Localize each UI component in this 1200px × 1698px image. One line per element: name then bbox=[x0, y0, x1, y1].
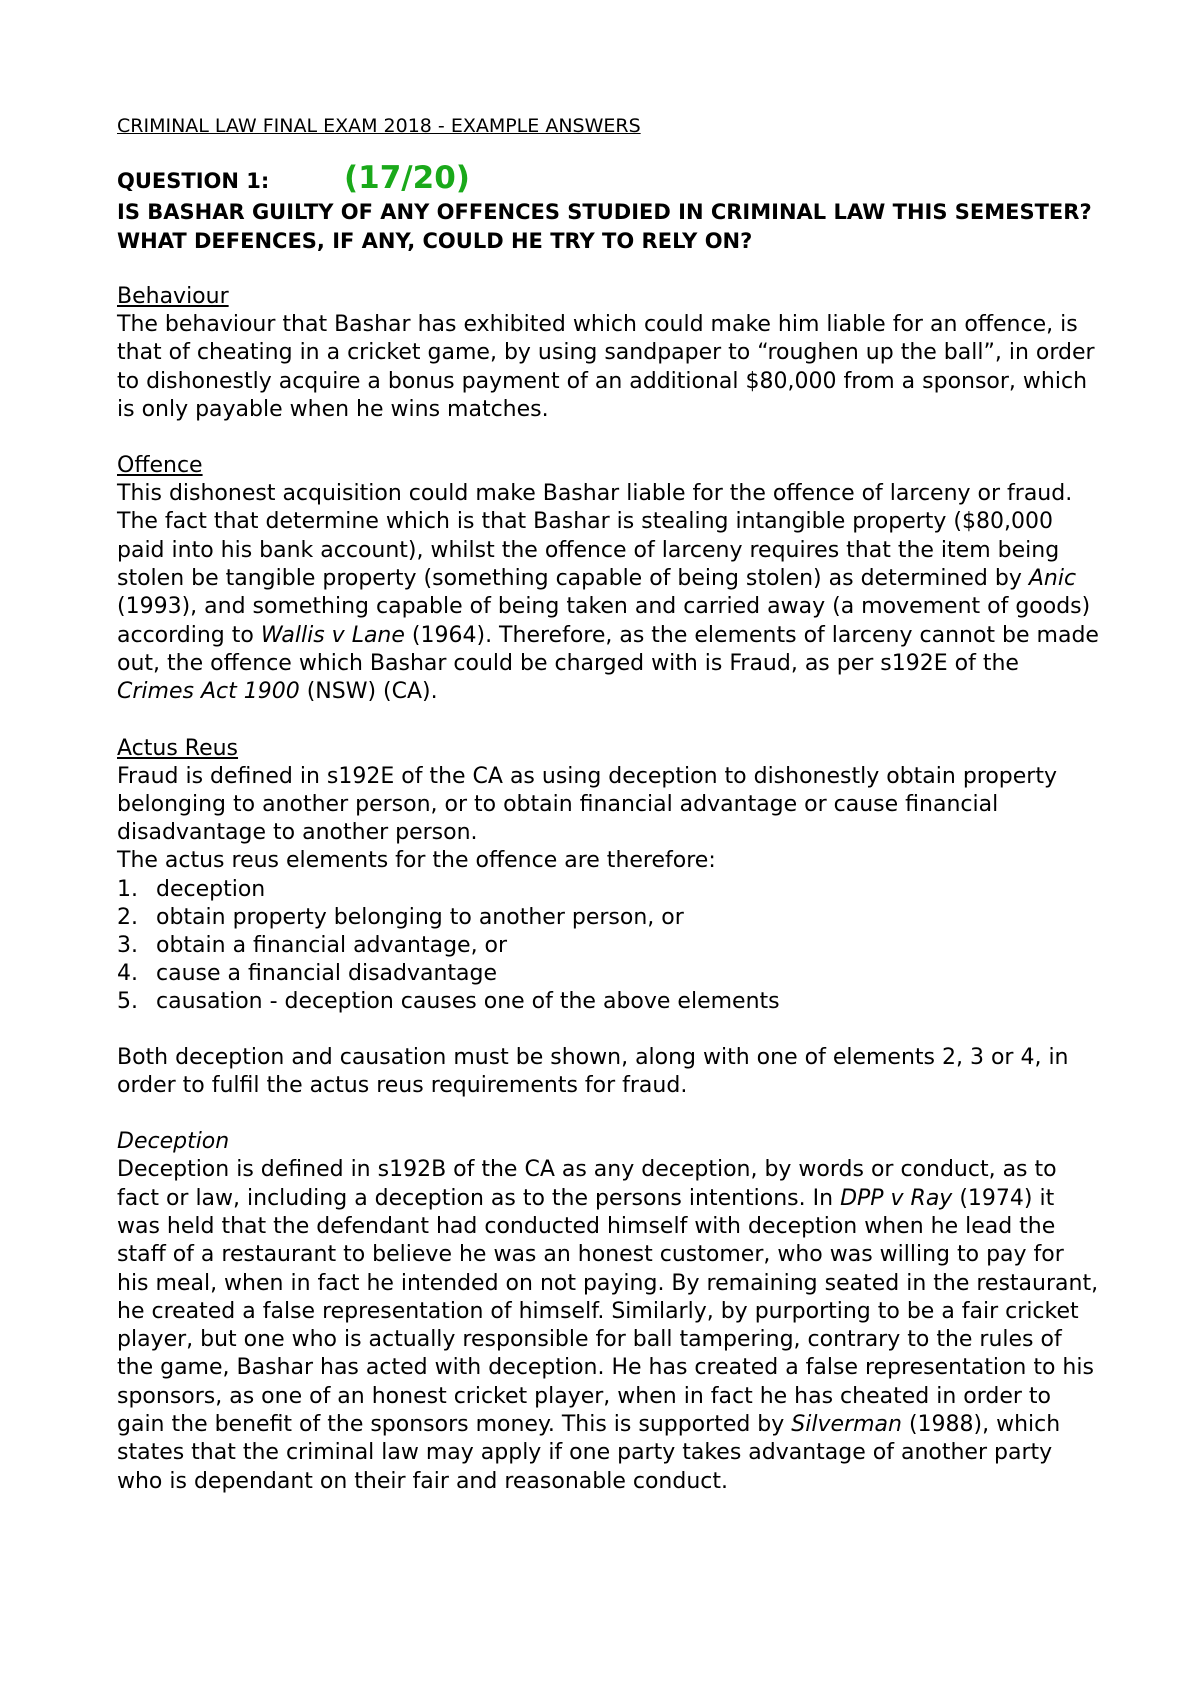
case-silverman: Silverman bbox=[791, 1412, 902, 1438]
actus-reus-definition: Fraud is defined in s192E of the CA as using deception to dishonestly obtain property belonging to another person, or to obtain financial advantage or cause financial disadvantage to another person. bbox=[117, 763, 1057, 846]
question-score: (17/20) bbox=[344, 160, 470, 196]
case-wallis-v-lane: Wallis v Lane bbox=[260, 622, 405, 648]
list-item-number: 4. bbox=[117, 960, 138, 986]
behaviour-heading: Behaviour bbox=[117, 284, 229, 309]
list-item bbox=[117, 932, 1102, 960]
case-anic: Anic bbox=[1028, 566, 1077, 592]
list-item-text: cause a financial disadvantage bbox=[156, 960, 498, 986]
actus-reus-conclusion: Both deception and causation must be shown, along with one of elements 2, 3 or 4, in order to fulfil the actus reus requirements for fraud. bbox=[117, 1044, 1069, 1099]
document-title: CRIMINAL LAW FINAL EXAM 2018 - EXAMPLE ANSWERS bbox=[117, 115, 641, 137]
offence-text-2: (1993), and something capable of being taken and carried away (a movement of goods) according to bbox=[117, 594, 1091, 648]
list-item-number: 2. bbox=[117, 904, 138, 930]
list-item-number: 1. bbox=[117, 876, 138, 902]
list-item-text: obtain a financial advantage, or bbox=[156, 932, 508, 958]
actus-reus-heading: Actus Reus bbox=[117, 735, 239, 761]
list-item-text: deception bbox=[156, 876, 266, 902]
list-item bbox=[117, 904, 1102, 932]
deception-text-3: (1988), which states that the criminal law may apply if one party takes advantage of another party who is dependant on their fair and reasonable conduct. bbox=[117, 1412, 1061, 1494]
offence-text-1: This dishonest acquisition could make Bashar liable for the offence of larceny or fraud. The fact that determine which is that Bashar is stealing intangible property ($80,000 paid into his bank account), whilst the offence of larceny requires that the item being stolen be tangible property (something capable of being stolen) as determined by bbox=[117, 481, 1073, 592]
actus-reus-intro: The actus reus elements for the offence are therefore: bbox=[117, 848, 716, 874]
deception-text-1: Deception is defined in s192B of the CA as any deception, by words or conduct, as to fact or law, including a deception as to the persons intentions. In bbox=[117, 1157, 1057, 1211]
question-header bbox=[117, 160, 1102, 196]
question-label: QUESTION 1: bbox=[117, 169, 270, 193]
deception-heading: Deception bbox=[117, 1129, 230, 1155]
offence-heading: Offence bbox=[117, 453, 203, 479]
deception-paragraph bbox=[117, 1156, 1102, 1496]
list-item-number: 3. bbox=[117, 932, 138, 958]
list-item-text: causation - deception causes one of the above elements bbox=[156, 988, 780, 1014]
actus-reus-elements-list bbox=[117, 876, 1102, 1016]
list-item-text: obtain property belonging to another person, or bbox=[156, 904, 684, 930]
list-item bbox=[117, 988, 1102, 1016]
list-item bbox=[117, 876, 1102, 904]
question-text: IS BASHAR GUILTY OF ANY OFFENCES STUDIED IN CRIMINAL LAW THIS SEMESTER? WHAT DEFENCES, IF ANY, COULD HE TRY TO RELY ON? bbox=[117, 200, 1092, 253]
document-page bbox=[117, 112, 1102, 1496]
act-crimes-act: Crimes Act 1900 bbox=[117, 679, 300, 705]
list-item bbox=[117, 960, 1102, 988]
behaviour-paragraph: The behaviour that Bashar has exhibited which could make him liable for an offence, is that of cheating in a cricket game, by using sandpaper to “roughen up the ball”, in order to dishonestly acquire a bonus payment of an additional $80,000 from a sponsor, which is only payable when he wins matches. bbox=[117, 312, 1095, 422]
offence-text-3: (1964). Therefore, as the elements of larceny cannot be made out, the offence which Bashar could be charged with is Fraud, as per s192E of the bbox=[117, 622, 1099, 676]
deception-text-2: (1974) it was held that the defendant had conducted himself with deception when he lead the staff of a restaurant to believe he was an honest customer, who was willing to pay for his meal, when in fact he intended on not paying. By remaining seated in the restaurant, he created a false representation of himself. Similarly, by purporting to be a fair cricket player, but one who is actually responsible for ball tampering, contrary to the rules of the game, Bashar has acted with deception. He has created a false representation to his sponsors, as one of an honest cricket player, when in fact he has cheated in order to gain the benefit of the sponsors money. This is supported by bbox=[117, 1185, 1099, 1438]
list-item-number: 5. bbox=[117, 988, 138, 1014]
case-dpp-v-ray: DPP v Ray bbox=[840, 1185, 953, 1211]
offence-paragraph bbox=[117, 480, 1102, 706]
offence-text-4: (NSW) (CA). bbox=[299, 679, 438, 705]
